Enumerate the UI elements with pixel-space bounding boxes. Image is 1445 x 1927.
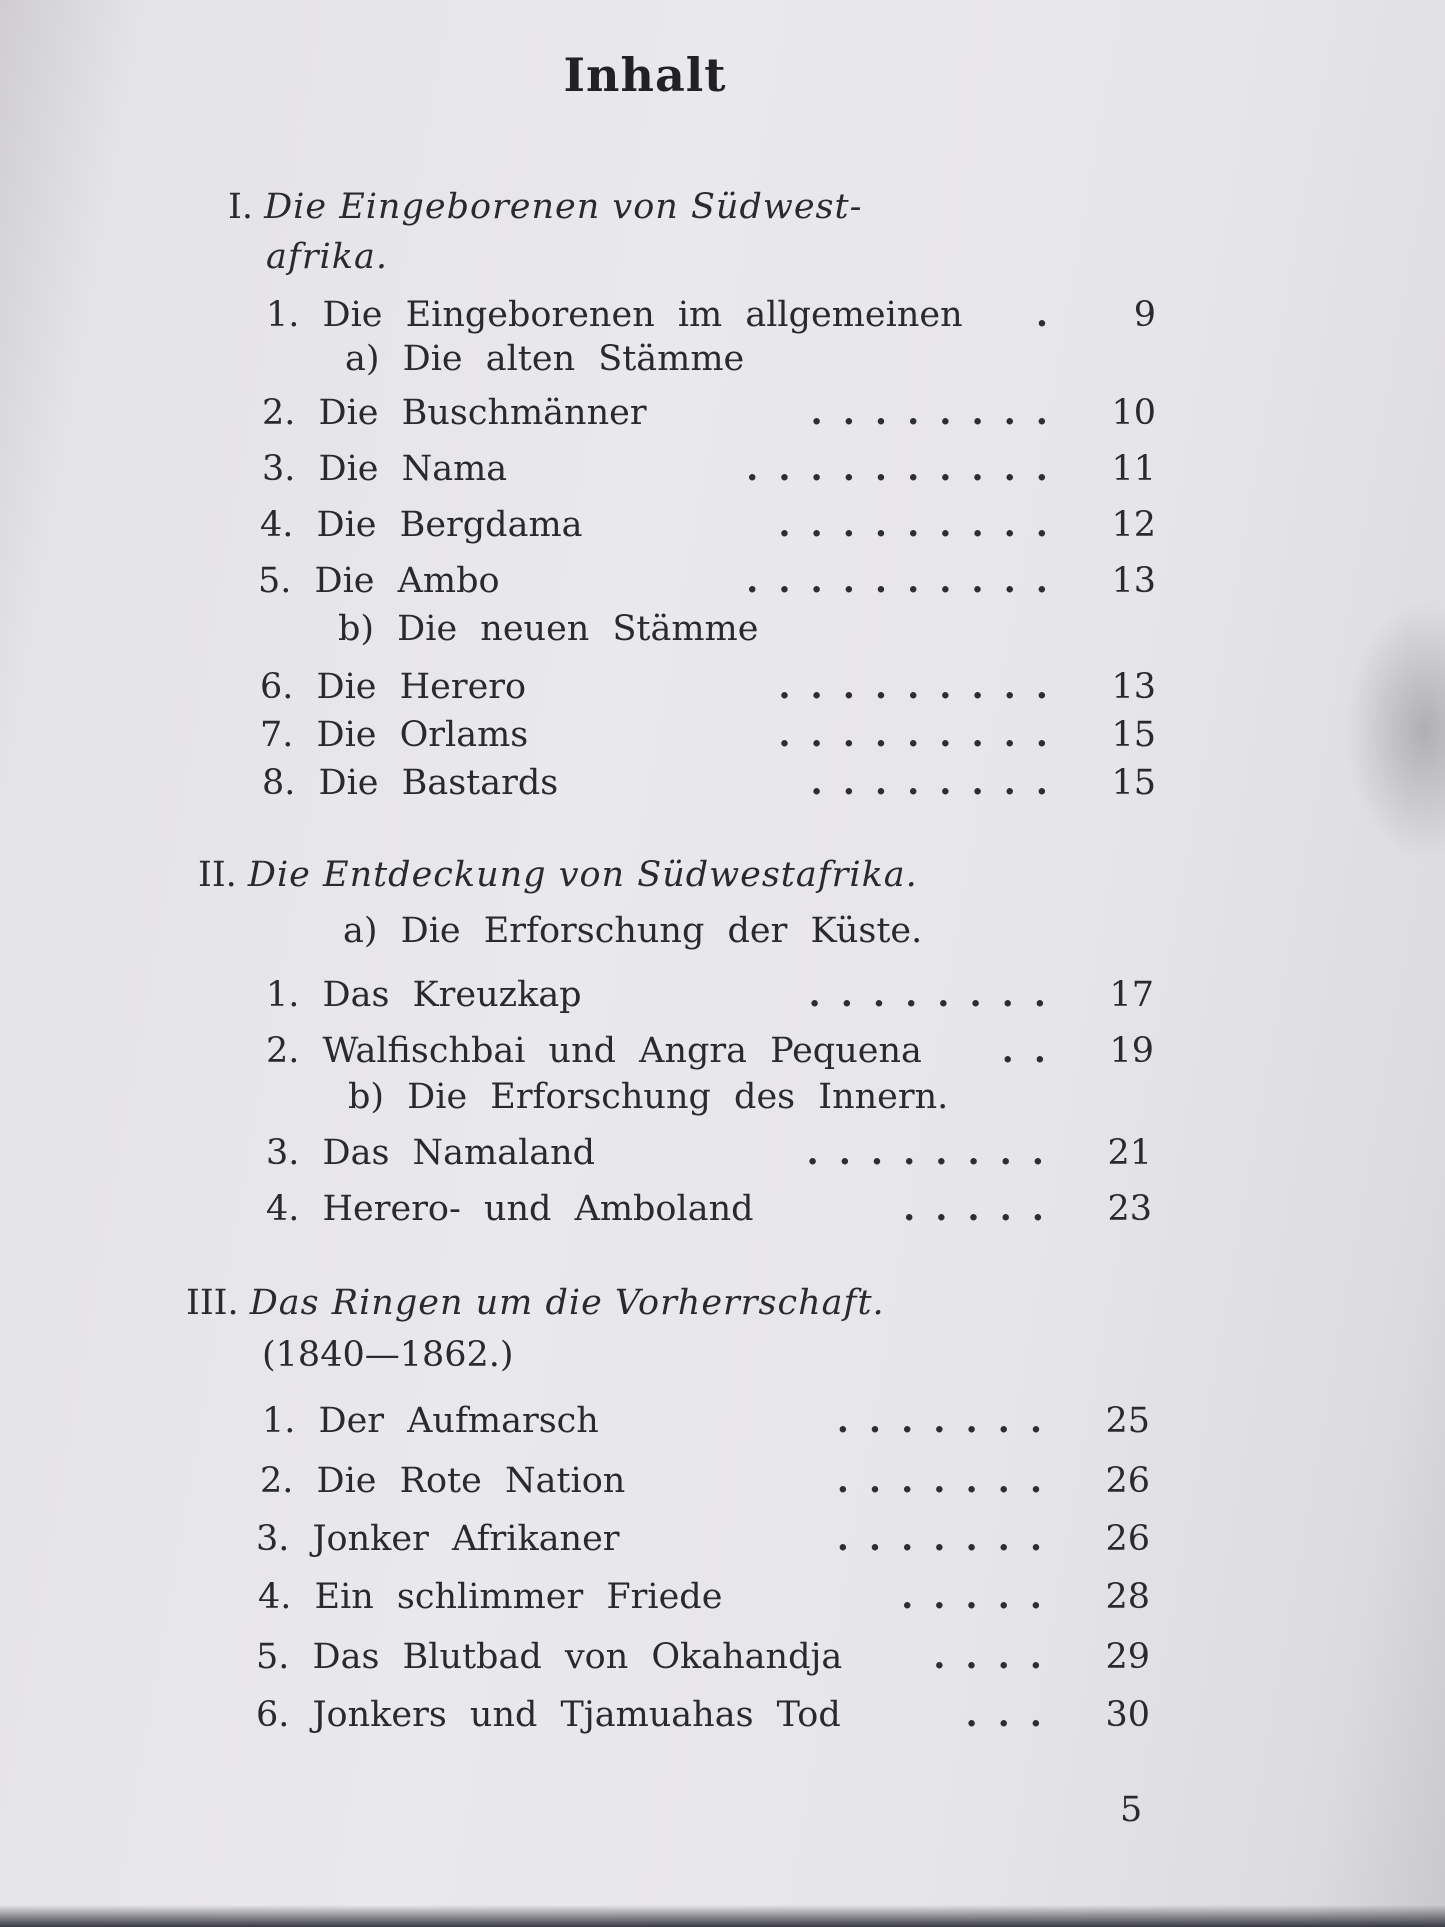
toc-leader-dots: ........: [810, 762, 1068, 803]
section-1-title-cont: afrika.: [266, 237, 388, 277]
toc-entry-label: 2. Die Rote Nation: [260, 1461, 626, 1501]
toc-entry: [260, 662, 1156, 712]
toc-entry-label: 1. Das Kreuzkap: [266, 975, 582, 1015]
toc-leader-dots: .: [1035, 294, 1068, 335]
toc-page-number: 26: [1105, 1461, 1150, 1501]
section-3-years: (1840—1862.): [262, 1335, 514, 1375]
section-1-heading-cont: [266, 232, 388, 282]
toc-leader-dots: .......: [836, 1460, 1062, 1501]
toc-entry-label: 3. Jonker Afrikaner: [256, 1519, 620, 1559]
toc-entry-label: 3. Das Namaland: [266, 1133, 596, 1173]
toc-leader-dots: ........: [806, 1132, 1064, 1173]
section-3-heading-cont: [262, 1330, 514, 1380]
toc-page-number: 19: [1109, 1031, 1154, 1071]
toc-entry-label: 2. Walfischbai und Angra Pequena: [266, 1031, 922, 1071]
toc-entry-label: 4. Herero- und Amboland: [266, 1189, 754, 1229]
section-2-heading: [198, 850, 918, 900]
toc-leader-dots: .........: [778, 714, 1068, 755]
toc-leader-dots: .....: [903, 1188, 1064, 1229]
toc-entry: [266, 1026, 1154, 1076]
toc-leader-dots: ........: [808, 974, 1066, 1015]
toc-leader-dots: ........: [810, 392, 1068, 433]
toc-page-number: 13: [1111, 561, 1156, 601]
section-3-numeral: III.: [186, 1283, 239, 1323]
toc-page-number: 9: [1133, 295, 1156, 335]
toc-entry: [256, 1514, 1150, 1564]
page-title: Inhalt: [563, 48, 727, 102]
page-shadow: [1345, 600, 1445, 860]
toc-leader-dots: ..........: [746, 448, 1068, 489]
section-2-title: Die Entdeckung von Südwestafrika.: [247, 855, 918, 895]
toc-page-number: 25: [1105, 1401, 1150, 1441]
toc-subheading: b) Die neuen Stämme: [338, 609, 759, 649]
toc-entry: [258, 556, 1156, 606]
toc-leader-dots: .........: [778, 666, 1068, 707]
toc-page-number: 10: [1111, 393, 1156, 433]
section-3-heading: [186, 1278, 885, 1328]
toc-entry-label: 4. Ein schlimmer Friede: [258, 1577, 723, 1617]
section-1-numeral: I.: [228, 187, 253, 227]
toc-entry-label: 7. Die Orlams: [260, 715, 529, 755]
toc-entry-label: 1. Der Aufmarsch: [262, 1401, 599, 1441]
toc-subheading: b) Die Erforschung des Innern.: [348, 1077, 949, 1117]
section-2-numeral: II.: [198, 855, 237, 895]
toc-entry: [262, 444, 1156, 494]
toc-entry-label: 1. Die Eingeborenen im allgemeinen: [266, 295, 963, 335]
toc-page-number: 21: [1107, 1133, 1152, 1173]
toc-entry-label: 3. Die Nama: [262, 449, 508, 489]
toc-page-number: 15: [1111, 763, 1156, 803]
toc-subheading: a) Die alten Stämme: [345, 339, 745, 379]
toc-page-number: 23: [1107, 1189, 1152, 1229]
section-3-title: Das Ringen um die Vorherrschaft.: [249, 1283, 885, 1323]
toc-entry: [256, 1632, 1150, 1682]
toc-entry: [266, 1128, 1152, 1178]
toc-entry-label: 5. Die Ambo: [258, 561, 500, 601]
toc-entry: [258, 1572, 1150, 1622]
toc-entry: [260, 1456, 1150, 1506]
toc-leader-dots: ....: [933, 1636, 1062, 1677]
toc-entry-label: 4. Die Bergdama: [260, 505, 583, 545]
toc-page-number: 15: [1111, 715, 1156, 755]
toc-page-number: 12: [1111, 505, 1156, 545]
toc-page-number: 17: [1109, 975, 1154, 1015]
toc-entry: [262, 758, 1156, 808]
toc-subheading: a) Die Erforschung der Küste.: [343, 911, 923, 951]
toc-page-number: 29: [1105, 1637, 1150, 1677]
toc-page-number: 11: [1111, 449, 1156, 489]
toc-page-number: 13: [1111, 667, 1156, 707]
section-1-title: Die Eingeborenen von Südwest-: [264, 187, 863, 227]
toc-entry: [266, 1184, 1152, 1234]
toc-leader-dots: .......: [836, 1400, 1062, 1441]
toc-page-number: 28: [1105, 1577, 1150, 1617]
toc-leader-dots: .....: [901, 1576, 1062, 1617]
toc-entry: [266, 290, 1156, 340]
toc-entry: [260, 500, 1156, 550]
toc-page-number: 26: [1105, 1519, 1150, 1559]
toc-entry: [256, 1690, 1150, 1740]
toc-entry: [262, 388, 1156, 438]
section-1-heading: [228, 182, 862, 232]
toc-entry-label: 2. Die Buschmänner: [262, 393, 647, 433]
toc-entry: [266, 970, 1154, 1020]
toc-entry: [260, 710, 1156, 760]
toc-leader-dots: ..........: [746, 560, 1068, 601]
toc-leader-dots: ..: [1001, 1030, 1066, 1071]
page-number: 5: [1120, 1790, 1143, 1830]
toc-leader-dots: .........: [778, 504, 1068, 545]
toc-leader-dots: .......: [836, 1518, 1062, 1559]
toc-entry-label: 5. Das Blutbad von Okahandja: [256, 1637, 843, 1677]
toc-page-number: 30: [1105, 1695, 1150, 1735]
toc-leader-dots: ...: [965, 1694, 1062, 1735]
toc-entry-label: 6. Jonkers und Tjamuahas Tod: [256, 1695, 841, 1735]
toc-entry-label: 6. Die Herero: [260, 667, 527, 707]
page-bottom-edge: [0, 1905, 1445, 1927]
toc-entry: [262, 1396, 1150, 1446]
toc-entry-label: 8. Die Bastards: [262, 763, 559, 803]
